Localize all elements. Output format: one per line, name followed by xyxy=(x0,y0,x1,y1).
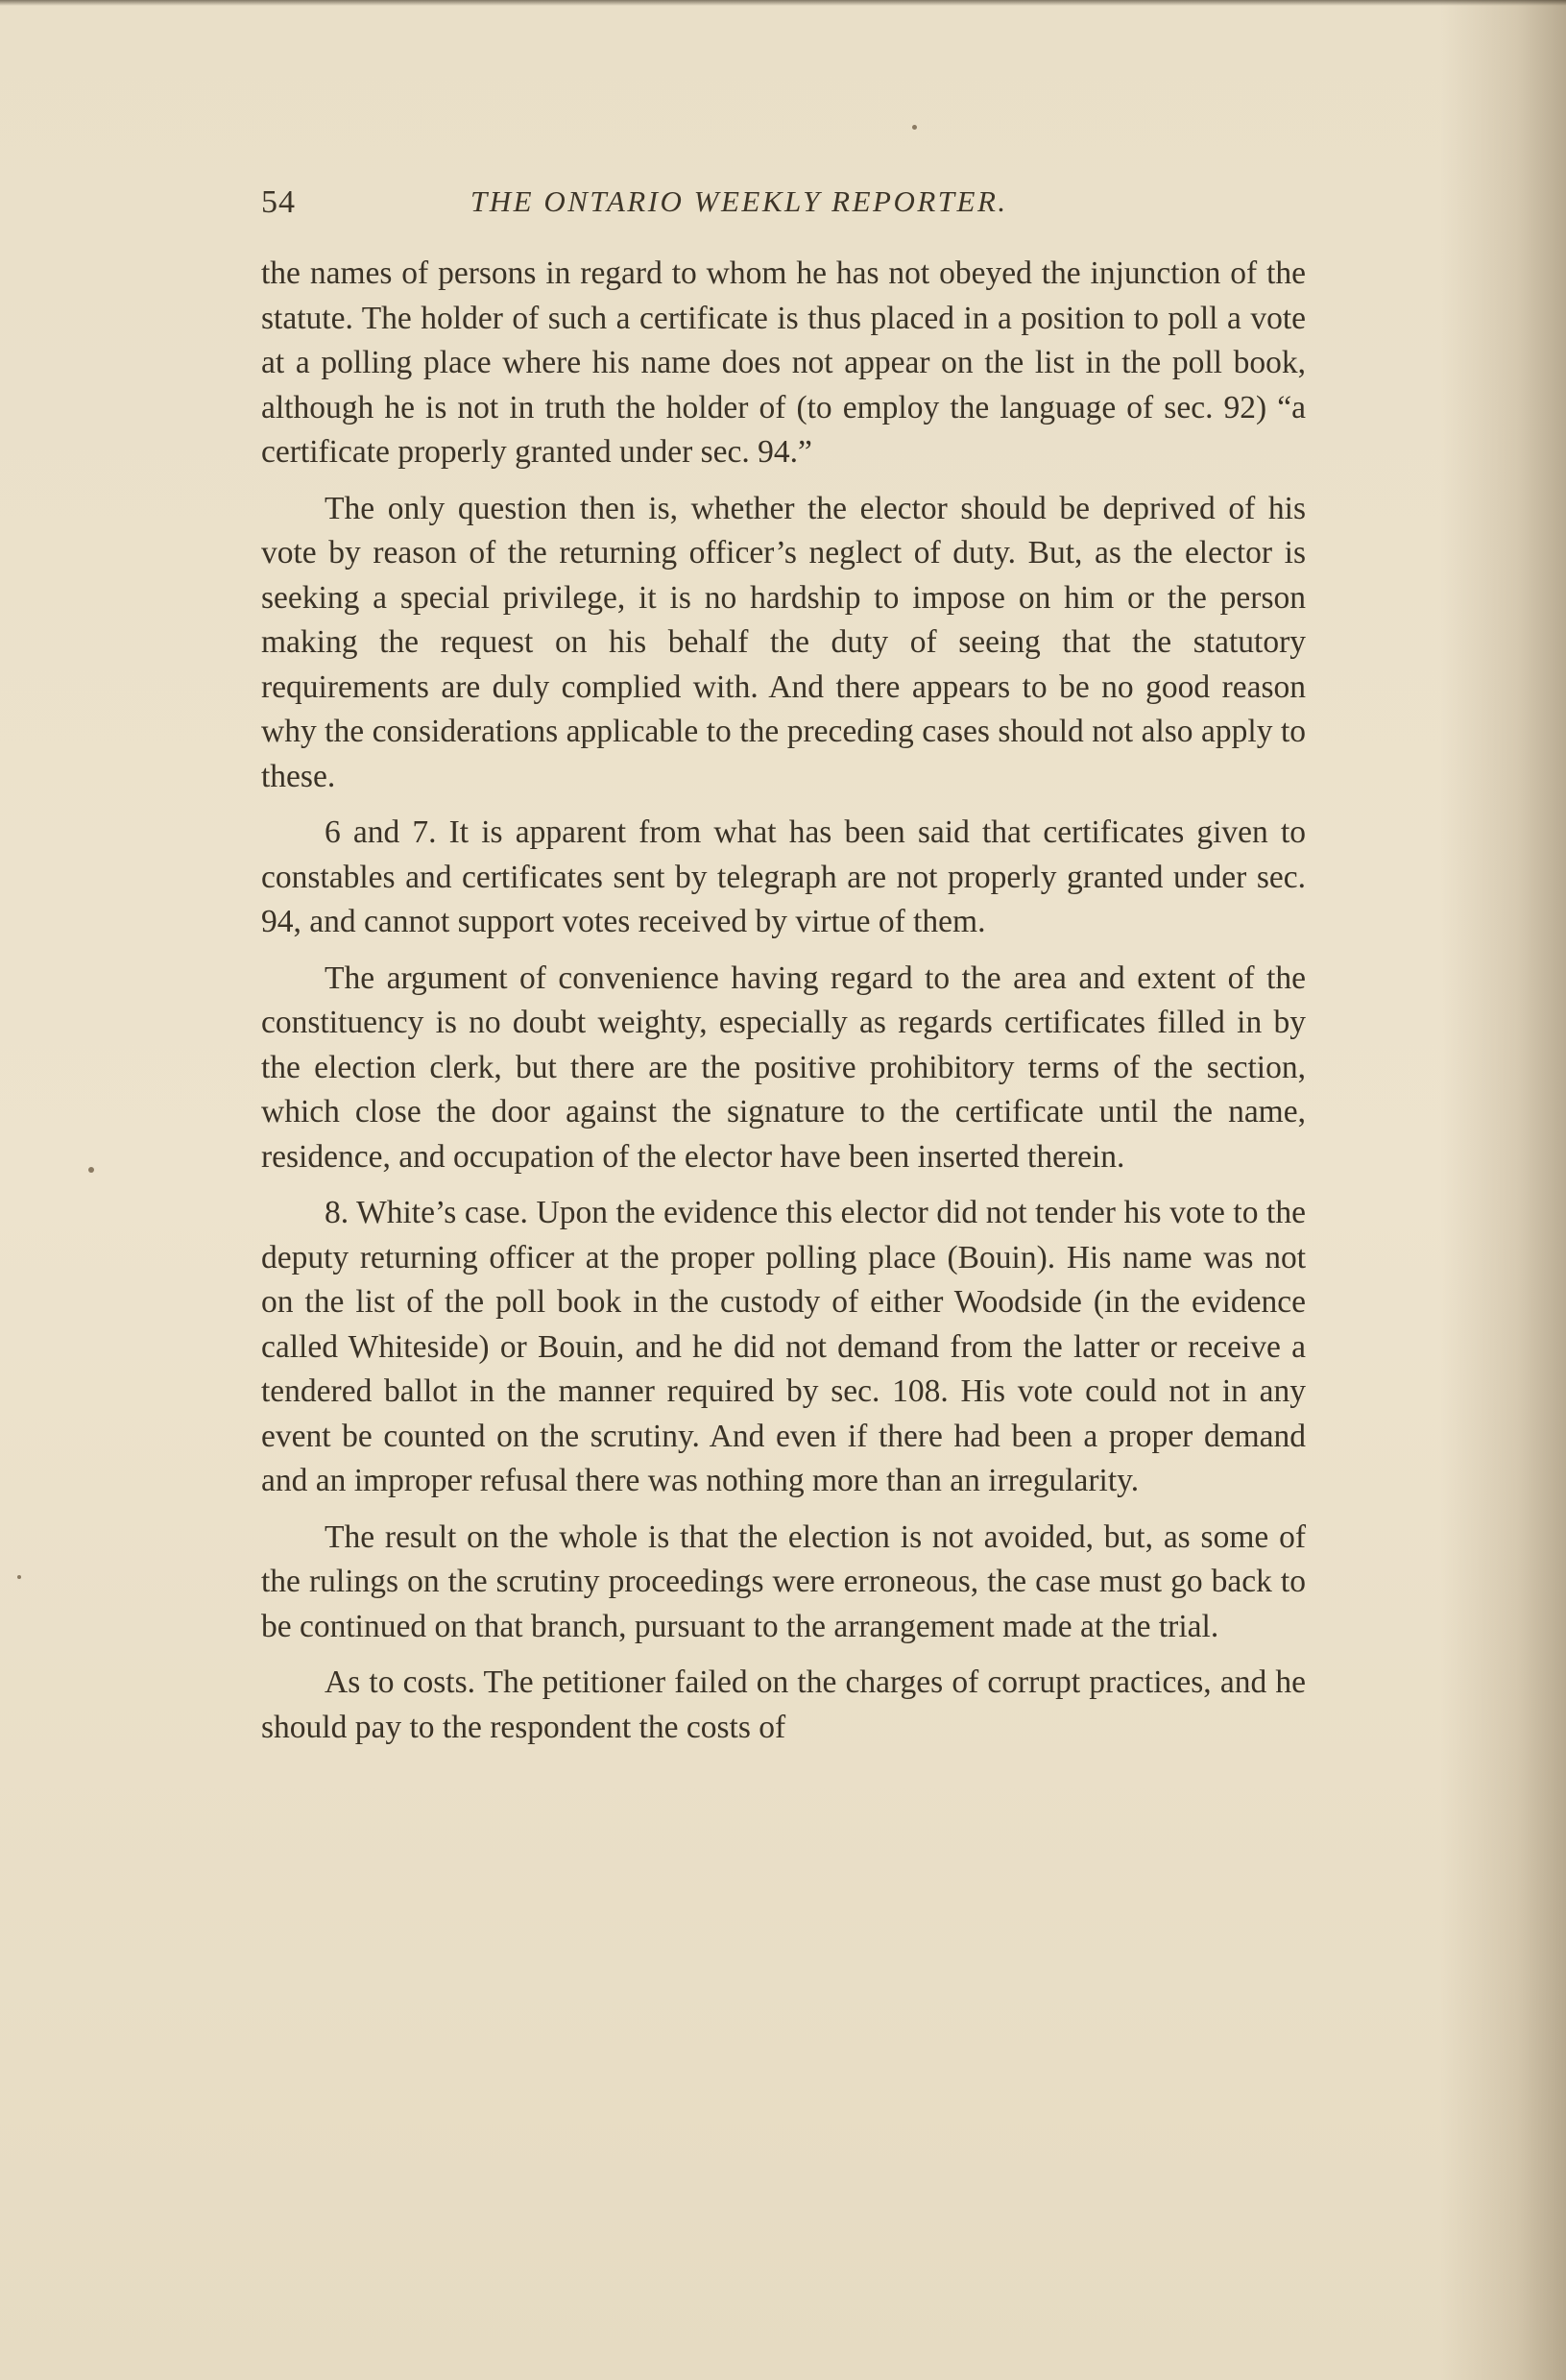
running-title: THE ONTARIO WEEKLY REPORTER. xyxy=(470,184,1008,218)
paragraph-whites-case: 8. White’s case. Upon the evidence this elector did not tender his vote to the deputy returning officer at the proper polling place (Bouin). His name was not on the list of the poll book in the custody of either Woodside (in the evidence called Whiteside) or Bouin, and he did not demand from the latter or receive a tendered ballot in the manner required by sec. 108. His vote could not in any event be counted on the scrutiny. And even if there had been a proper demand and an improper refusal there was nothing more than an irregularity. xyxy=(261,1195,1306,1498)
paragraph-costs: As to costs. The petitioner failed on the charges of corrupt practices, and he should pay to the respondent the costs of xyxy=(261,1664,1306,1745)
paper-speck xyxy=(17,1575,21,1579)
paper-speck xyxy=(912,125,917,130)
page-top-edge xyxy=(0,0,1566,6)
paper-speck xyxy=(88,1167,94,1173)
paragraph-continuation: the names of persons in regard to whom he has not obeyed the injunction of the statute. The holder of such a certificate is thus placed in a position to poll a vote at a polling place where his name does not appear on the list in the poll book, although he is not in truth the holder of (to employ the language of sec. 92) “a certificate properly granted under sec. 94.” xyxy=(261,255,1306,470)
paragraph-result: The result on the whole is that the election is not avoided, but, as some of the rulings on the scrutiny proceedings were erroneous, the case must go back to be continued on that branch, pursuant to the arrangement made at the trial. xyxy=(261,1518,1306,1644)
paragraph-convenience-argument: The argument of convenience having regard to the area and extent of the constituency is no doubt weighty, especially as regards certificates filled in by the election clerk, but there are the positive prohibitory terms of the section, which close the door against the signature to the certificate until the name, residence, and occupation of the elector have been inserted therein. xyxy=(261,959,1306,1175)
page-number: 54 xyxy=(261,184,296,220)
paragraph-returning-officer-neglect: The only question then is, whether the elector should be deprived of his vote by reason of the returning officer’s neglect of duty. But, as the elector is seeking a special privilege, it is no hardship to impose on him or the person making the request on his behalf the duty of seeing that the statutory requirements are duly complied with. And there appears to be no good reason why the considerations applicable to the preceding cases should not also apply to these. xyxy=(261,490,1306,794)
page-header xyxy=(261,184,1317,232)
body-text xyxy=(261,252,1306,1761)
paragraph-cases-6-and-7: 6 and 7. It is apparent from what has been said that certificates given to constables and certificates sent by telegraph are not properly granted under sec. 94, and cannot support votes received by virtue of them. xyxy=(261,814,1306,939)
